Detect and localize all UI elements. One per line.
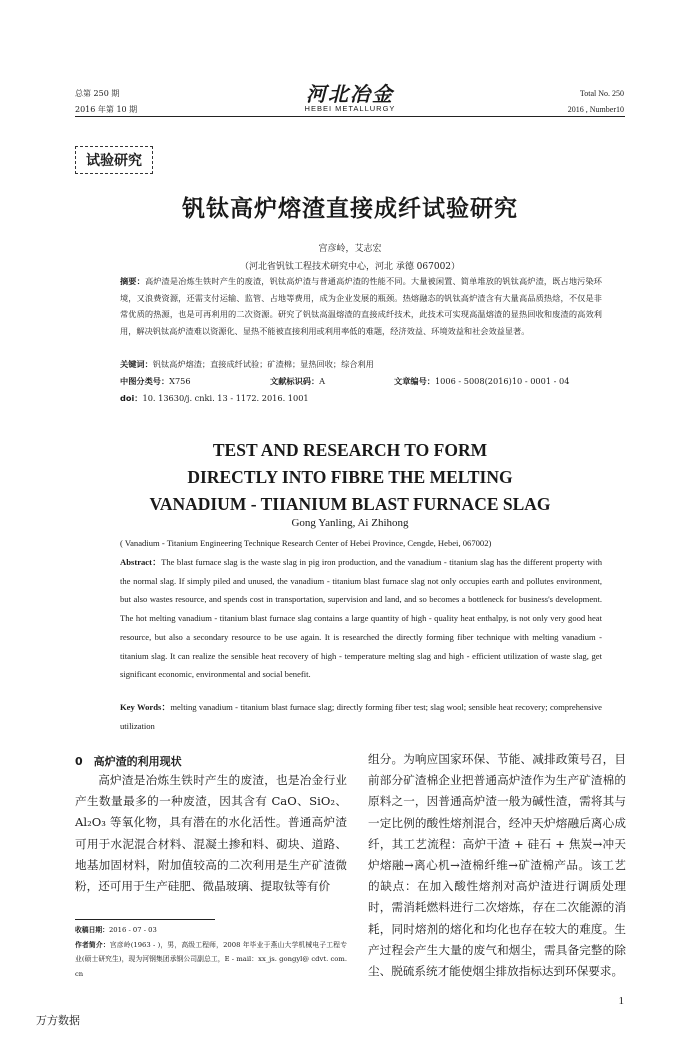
keywords-en	[120, 698, 602, 735]
abstract-cn	[120, 273, 602, 339]
title-en	[0, 437, 700, 518]
title-en-line-1: TEST AND RESEARCH TO FORM	[212, 440, 488, 460]
abstract-en	[120, 553, 602, 684]
doi-label: doi：	[120, 393, 143, 403]
footnote	[75, 923, 347, 981]
article-number-label: 文章编号：	[394, 376, 435, 386]
keywords-cn-text: 钒钛高炉熔渣；直接成纤试验；矿渣棉；显热回收；综合利用	[152, 359, 374, 369]
authors-cn: 宫彦岭，艾志宏	[318, 244, 382, 254]
clc-label: 中图分类号：	[120, 376, 170, 386]
doi-line	[120, 390, 602, 407]
header-issue-en: 2016 , Number10	[567, 105, 624, 114]
abstract-cn-text: 高炉渣是冶炼生铁时产生的废渣，钒钛高炉渣与普通高炉渣的性能不同。大量被闲置、简单堆放的钒钛高炉渣，既占地污染环境，又浪费资源，还需支付运输、监管、占地等费用，成为企业发展的瓶颈。热熔融态的钒钛高炉渣含有大量高品质热焓，不仅是非常优质的热源，也是可再利用的二次资源。研究了钒钛高温熔渣的直接成纤技术，此技术可实现高温熔渣的显热回收和废渣的高效利用，解决钒钛高炉渣难以资源化、显热不能被直接利用或利用率低的难题，经济效益、环境效益和社会效益显著。	[120, 276, 602, 336]
doi-value: 10. 13630/j. cnki. 13 - 1172. 2016. 1001	[142, 393, 309, 403]
section-0-heading: 0 高炉渣的利用现状	[75, 755, 182, 768]
page-number: 1	[618, 995, 624, 1007]
section-0-left-paragraph: 高炉渣是冶炼生铁时产生的废渣，也是冶金行业产生数量最多的一种废渣，因其含有 CaO、SiO₂、Al₂O₃ 等氧化物，具有潜在的水化活性。普通高炉渣可用于水泥混合材料、混凝土掺和料、砌块、道路、地基加固材料，附加值较高的二次利用是生产矿渣微粉，还可用于生产硅肥、微晶玻璃、提取钛等有价	[75, 773, 347, 894]
header-total-cn: 总第 250 期	[75, 89, 120, 98]
title-en-line-3: VANADIUM - TIIANIUM BLAST FURNACE SLAG	[149, 494, 551, 514]
section-label: 试验研究	[75, 146, 153, 174]
received-value: 2016 - 07 - 03	[108, 926, 157, 934]
doc-code-value: A	[319, 376, 326, 386]
title-cn: 钒钛高炉熔渣直接成纤试验研究	[182, 196, 518, 222]
affiliation-en: ( Vanadium - Titanium Engineering Technique Research Center of Hebei Province, Cengde, Hebei, 067002)	[120, 538, 492, 548]
journal-title: 河北冶金	[306, 82, 394, 106]
classification-line	[120, 373, 602, 390]
header-total-en: Total No. 250	[579, 89, 624, 98]
received-label: 收稿日期：	[75, 926, 109, 934]
affiliation-cn: （河北省钒钛工程技术研究中心，河北 承德 067002）	[239, 262, 461, 272]
article-number-value: 1006 - 5008(2016)10 - 0001 - 04	[434, 376, 570, 386]
footnote-rule	[75, 919, 215, 920]
abstract-cn-label: 摘要：	[120, 276, 145, 286]
watermark: 万方数据	[36, 1014, 80, 1027]
keywords-cn	[120, 356, 602, 373]
keywords-cn-label: 关键词：	[120, 359, 153, 369]
author-bio	[75, 938, 347, 982]
author-bio-label: 作者简介：	[75, 940, 110, 949]
received-date	[75, 923, 347, 938]
header-issue-cn: 2016 年第 10 期	[75, 105, 138, 114]
keywords-en-text: melting vanadium - titanium blast furnace slag; directly forming fiber test; slag wool; sensible heat recovery; comprehensive utilization	[120, 702, 602, 731]
abstract-en-label: Abstract：	[120, 557, 162, 567]
header-rule	[75, 116, 625, 117]
clc-value: X756	[169, 376, 191, 386]
doc-code-label: 文献标识码：	[270, 376, 320, 386]
section-0-right-paragraph: 组分。为响应国家环保、节能、减排政策号召，目前部分矿渣棉企业把普通高炉渣作为生产矿渣棉的原料之一，因普通高炉渣一般为碱性渣，需将其与一定比例的酸性熔剂混合，经冲天炉熔融后离心成纤，其工艺流程：高炉干渣 + 硅石 + 焦炭→冲天炉熔融→离心机→渣棉纤维→矿渣棉产品。该工艺的缺点：在加入酸性熔剂对高炉渣进行调质处理时，需消耗燃料进行二次熔炼，存在二次能源的消耗，同时熔剂的熔化和均化也存在较大的难度。生产过程会产生大量的废气和烟尘，需具备完整的除尘、脱硫系统才能使烟尘排放指标达到环保要求。	[368, 752, 626, 979]
journal-subtitle: HEBEI METALLURGY	[304, 104, 396, 113]
title-en-line-2: DIRECTLY INTO FIBRE THE MELTING	[187, 467, 513, 487]
author-bio-text: 宫彦岭(1963 - )，男，高级工程师，2008 年毕业于燕山大学机械电子工程专业(硕士研究生)，现为河钢集团承钢公司副总工，E - mail：xx_js. gongyl@ cdvt. com. cn	[75, 940, 348, 978]
keywords-en-label: Key Words：	[120, 702, 171, 712]
authors-en: Gong Yanling, Ai Zhihong	[291, 517, 409, 529]
abstract-en-text: The blast furnace slag is the waste slag in pig iron production, and the vanadium - titanium slag has the different property with the normal slag. If simply piled and unused, the vanadium - titanium blast furnace slag not only occupies earth and pollutes environment, but also wastes resource, and spends cost in transportation, supervision and land, and so becomes a bottleneck for business's development. The hot melting vanadium - titanium blast furnace slag contains a large quantity of high - quality heat enthalpy, is not only very good heat resource, but also a secondary resource to be use again. It is researched the directly forming fiber technique with melting vanadium - titanium slag. It can realize the sensible heat recovery of high - temperature melting slag and high - efficient utilization of waste slag, get significant economic, environmental and social benefit.	[120, 557, 602, 680]
